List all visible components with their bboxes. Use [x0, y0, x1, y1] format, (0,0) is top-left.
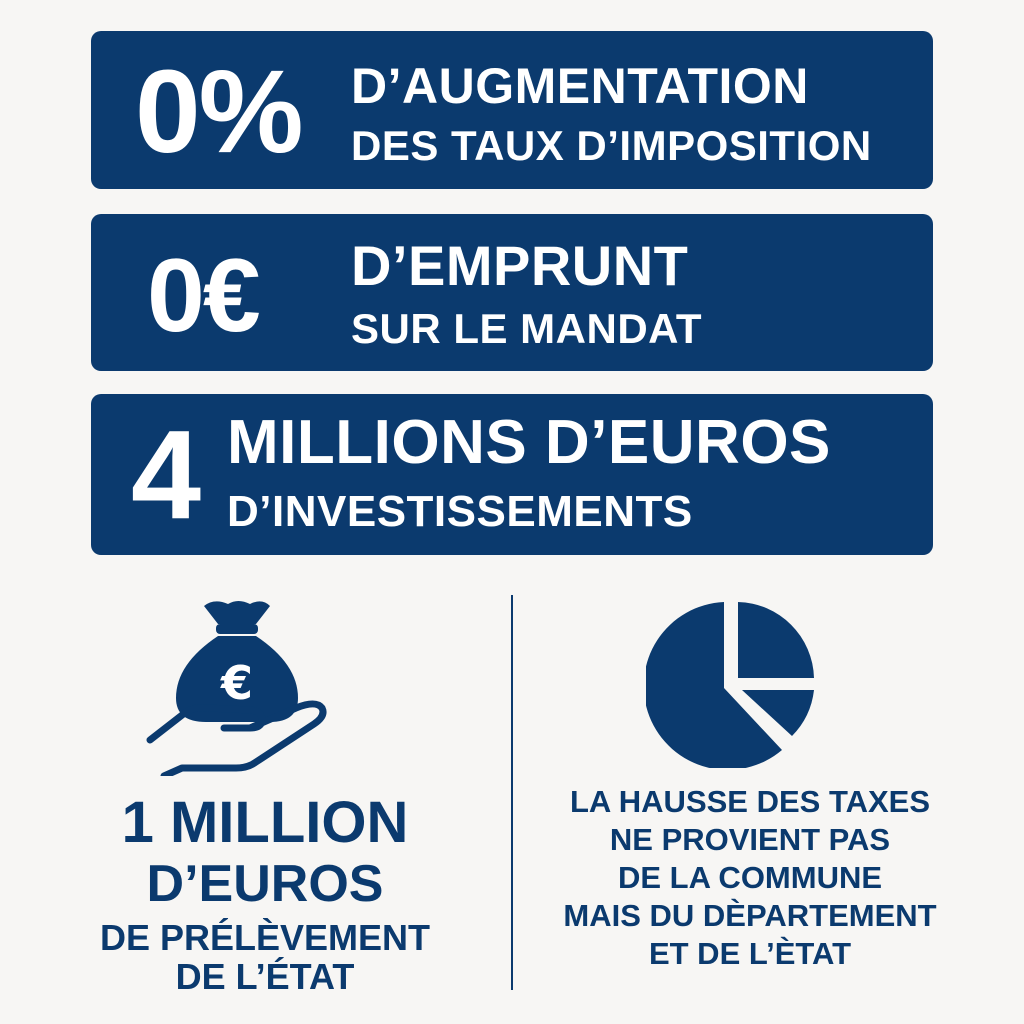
banner-big-figure: 4 [131, 404, 202, 545]
left-caption-line-4: DE L’ÉTAT [175, 956, 355, 997]
banner-line-1: D’EMPRUNT [351, 234, 689, 297]
banner-line-1: MILLIONS D’EUROS [227, 408, 831, 477]
banner-big-figure: 0€ [147, 238, 259, 354]
right-caption-line-3: DE LA COMMUNE [617, 860, 883, 895]
pie-chart-icon [646, 596, 818, 768]
investment-banner [91, 394, 933, 555]
right-caption-line-2: NE PROVIENT PAS [609, 822, 891, 857]
tax-rate-banner [91, 31, 933, 189]
right-caption-line-5: ET DE L’ÈTAT [648, 936, 852, 971]
left-caption-line-1: 1 MILLION [121, 790, 409, 855]
money-bag-hand-icon [146, 598, 330, 776]
banner-line-2: D’INVESTISSEMENTS [227, 487, 693, 536]
banner-line-2: SUR LE MANDAT [351, 305, 703, 352]
euro-symbol: € [220, 656, 253, 710]
loan-banner [91, 214, 933, 371]
banner-line-2: DES TAUX D’IMPOSITION [351, 122, 872, 169]
right-caption-line-1: LA HAUSSE DES TAXES [570, 784, 930, 819]
right-caption-line-4: MAIS DU DÈPARTEMENT [563, 898, 937, 933]
vertical-divider [511, 595, 513, 990]
banner-line-1: D’AUGMENTATION [351, 58, 809, 114]
banner-big-figure: 0% [135, 46, 302, 178]
left-caption-line-2: D’EUROS [146, 855, 384, 913]
left-caption-line-3: DE PRÉLÈVEMENT [99, 917, 431, 958]
